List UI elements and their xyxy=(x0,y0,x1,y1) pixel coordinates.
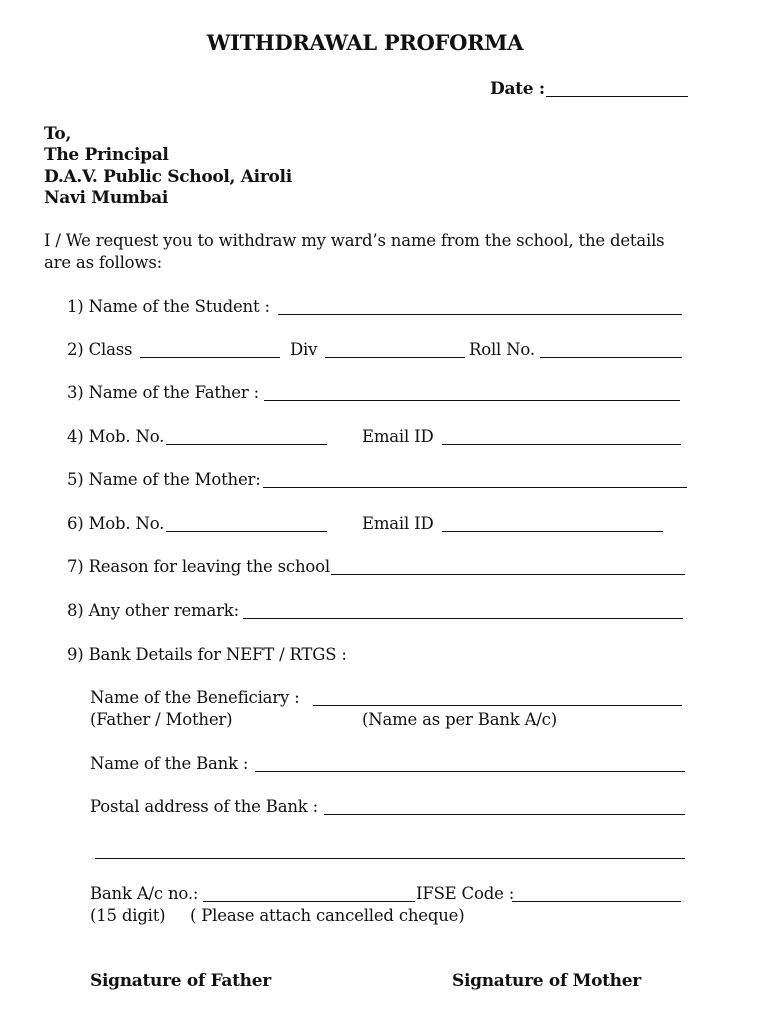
class-label: 2) Class xyxy=(67,340,133,359)
beneficiary-note: (Name as per Bank A/c) xyxy=(362,710,557,729)
remark-label: 8) Any other remark: xyxy=(67,601,239,620)
father-mob-field[interactable] xyxy=(166,444,327,445)
postal-address-field-2[interactable] xyxy=(95,858,685,859)
class-field[interactable] xyxy=(140,357,280,358)
date-label: Date : xyxy=(490,79,545,99)
div-field[interactable] xyxy=(325,357,465,358)
remark-field[interactable] xyxy=(243,618,683,619)
div-label: Div xyxy=(290,340,318,359)
mother-name-label: 5) Name of the Mother: xyxy=(67,470,261,489)
address-principal: The Principal xyxy=(44,145,169,165)
father-name-label: 3) Name of the Father : xyxy=(67,383,259,402)
account-label: Bank A/c no.: xyxy=(90,884,199,903)
reason-label: 7) Reason for leaving the school xyxy=(67,557,330,576)
ifsc-field[interactable] xyxy=(512,901,681,902)
mother-email-label: Email ID xyxy=(362,514,434,533)
form-title: WITHDRAWAL PROFORMA xyxy=(206,30,524,55)
cheque-note: ( Please attach cancelled cheque) xyxy=(190,906,465,925)
ifsc-label: IFSE Code : xyxy=(416,884,515,903)
father-name-field[interactable] xyxy=(264,400,680,401)
student-name-field[interactable] xyxy=(278,314,682,315)
postal-address-field[interactable] xyxy=(324,814,685,815)
student-name-label: 1) Name of the Student : xyxy=(67,297,270,316)
mother-mob-label: 6) Mob. No. xyxy=(67,514,165,533)
date-field[interactable] xyxy=(546,96,688,97)
father-email-field[interactable] xyxy=(442,444,681,445)
beneficiary-label: Name of the Beneficiary : xyxy=(90,688,300,707)
beneficiary-field[interactable] xyxy=(313,705,682,706)
address-city: Navi Mumbai xyxy=(44,188,169,208)
bank-name-label: Name of the Bank : xyxy=(90,754,249,773)
father-mob-label: 4) Mob. No. xyxy=(67,427,165,446)
address-to: To, xyxy=(44,124,72,144)
mother-email-field[interactable] xyxy=(442,531,663,532)
postal-address-label: Postal address of the Bank : xyxy=(90,797,318,816)
reason-field[interactable] xyxy=(331,574,685,575)
account-field[interactable] xyxy=(203,901,415,902)
intro-line-2: are as follows: xyxy=(44,253,162,272)
address-school: D.A.V. Public School, Airoli xyxy=(44,167,292,187)
account-digits-note: (15 digit) xyxy=(90,906,166,925)
father-signature-label: Signature of Father xyxy=(90,971,271,991)
roll-label: Roll No. xyxy=(469,340,535,359)
father-email-label: Email ID xyxy=(362,427,434,446)
mother-signature-label: Signature of Mother xyxy=(452,971,641,991)
mother-mob-field[interactable] xyxy=(166,531,327,532)
roll-field[interactable] xyxy=(540,357,682,358)
bank-name-field[interactable] xyxy=(255,771,685,772)
mother-name-field[interactable] xyxy=(263,487,687,488)
bank-details-label: 9) Bank Details for NEFT / RTGS : xyxy=(67,645,347,664)
intro-line-1: I / We request you to withdraw my ward’s name from the school, the details xyxy=(44,231,665,250)
beneficiary-sub-label: (Father / Mother) xyxy=(90,710,233,729)
